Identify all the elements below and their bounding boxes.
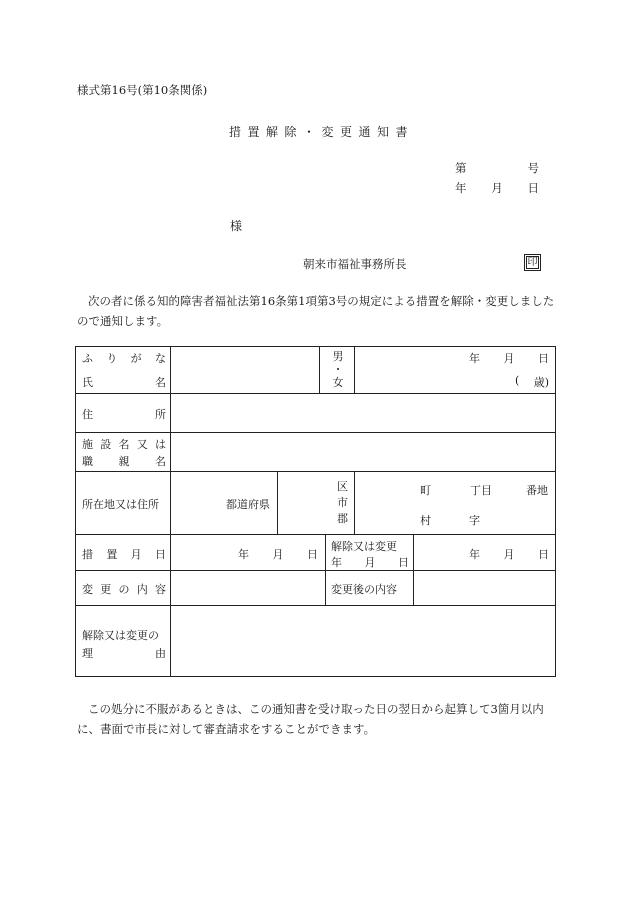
town-label: 町 [420, 484, 431, 497]
change-content-label-char: の [118, 583, 130, 596]
measure-date-field [238, 546, 318, 562]
document-date-line [455, 180, 539, 196]
age-open: ( [515, 374, 520, 387]
document-number-line [455, 160, 539, 176]
right-label-divider [413, 534, 414, 606]
gender-female: 女 [332, 376, 344, 389]
mid-column-divider [325, 534, 326, 606]
issuer-name: 朝来市福祉事務所長 [303, 257, 407, 271]
birth-month: 月 [503, 352, 515, 365]
gender-divider-right [354, 346, 355, 394]
ward-label: 区 [337, 480, 348, 493]
facility-label-line1-char: 設 [100, 438, 112, 451]
table-border-top [75, 346, 556, 347]
facility-label-line1-char: 施 [82, 438, 93, 451]
prefecture-divider [277, 471, 278, 535]
after-change-label: 変更後の内容 [331, 583, 397, 596]
name-label-char: 氏 [82, 376, 93, 389]
city-divider [354, 471, 355, 535]
row-separator [75, 534, 556, 535]
facility-label-line1-char: は [155, 438, 166, 451]
banchi-label: 番地 [526, 484, 548, 497]
label-column-divider [170, 346, 171, 677]
furigana-label-char: が [130, 352, 142, 365]
document-title: 措置解除・変更通知書 [229, 125, 415, 139]
table-border-left [75, 346, 76, 677]
reason-label-line1: 解除又は変更の [82, 629, 159, 642]
gender-dot: ・ [332, 363, 344, 376]
facility-label-line2-char: 親 [118, 455, 130, 468]
gender-male: 男 [332, 350, 344, 363]
furigana-label-char: な [154, 352, 166, 365]
row-separator [75, 570, 556, 571]
date-day: 日 [527, 181, 539, 195]
address-label-char: 住 [82, 408, 93, 421]
facility-label-line1-char: 名 [118, 438, 130, 451]
gender-field [332, 350, 344, 389]
aza-label: 字 [469, 514, 480, 527]
birth-day: 日 [538, 352, 549, 365]
row-separator [75, 393, 556, 394]
furigana-label [82, 350, 166, 366]
form-number-header: 様式第16号(第10条関係) [77, 83, 208, 97]
number-suffix: 号 [527, 161, 539, 175]
table-border-right [555, 346, 556, 677]
furigana-label-char: ふ [82, 352, 93, 365]
release-date-field [469, 546, 549, 562]
gender-divider-left [319, 346, 320, 394]
city-label: 市 [337, 496, 348, 509]
table-border-bottom [75, 676, 556, 677]
city-type-labels [337, 479, 348, 527]
change-content-label-char: 内 [136, 583, 148, 596]
reason-label-line2 [82, 645, 166, 661]
name-label-char: 名 [155, 376, 166, 389]
release-day: 日 [538, 548, 549, 561]
measure-month: 月 [272, 548, 284, 561]
date-month: 月 [491, 181, 503, 195]
measure-date-label [82, 546, 166, 562]
prefecture-label: 都道府県 [226, 498, 270, 511]
row-separator [75, 432, 556, 433]
reason-label-line2-char: 由 [155, 647, 166, 660]
age-field [515, 374, 549, 390]
facility-label-line2-char: 職 [82, 455, 93, 468]
district-label: 郡 [337, 512, 348, 525]
age-unit: 歳) [533, 376, 549, 389]
intro-paragraph: 次の者に係る知的障害者福祉法第16条第1項第3号の規定による措置を解除・変更しましたので通知します。 [77, 294, 555, 328]
row-separator [75, 471, 556, 472]
chome-label: 丁目 [470, 484, 492, 497]
facility-label-line2-char: 名 [155, 455, 166, 468]
change-content-label-char: 容 [155, 583, 166, 596]
facility-label-line1 [82, 436, 166, 452]
date-year: 年 [455, 181, 467, 195]
release-month: 月 [503, 548, 515, 561]
furigana-label-char: り [106, 352, 118, 365]
release-date-label-line1: 解除又は変更 [331, 540, 397, 553]
address-label [82, 406, 166, 422]
measure-year: 年 [238, 548, 249, 561]
measure-date-label-char: 措 [82, 548, 93, 561]
reason-label-line2-char: 理 [82, 647, 93, 660]
measure-date-label-char: 日 [154, 548, 166, 561]
facility-label-line2 [82, 453, 166, 469]
village-label: 村 [420, 514, 431, 527]
addressee-suffix: 様 [230, 219, 243, 233]
appeal-notice: この処分に不服があるときは、この通知書を受け取った日の翌日から起算して3箇月以内に、書面で市長に対して審査請求をすることができます。 [77, 702, 544, 736]
location-label: 所在地又は住所 [82, 498, 159, 511]
change-content-label-char: 更 [100, 583, 112, 596]
birthdate-field [469, 350, 549, 366]
name-label [82, 374, 166, 390]
row-separator [75, 605, 556, 606]
release-year: 年 [469, 548, 480, 561]
seal-stamp: 印 [524, 254, 541, 271]
release-date-label-line2: 年 月 日 [331, 556, 409, 569]
measure-date-label-char: 月 [130, 548, 142, 561]
number-prefix: 第 [455, 161, 467, 175]
facility-label-line1-char: 又 [136, 438, 148, 451]
change-content-label [82, 581, 166, 597]
measure-day: 日 [307, 548, 318, 561]
address-label-char: 所 [155, 408, 166, 421]
birth-year: 年 [469, 352, 480, 365]
measure-date-label-char: 置 [106, 548, 118, 561]
change-content-label-char: 変 [82, 583, 93, 596]
